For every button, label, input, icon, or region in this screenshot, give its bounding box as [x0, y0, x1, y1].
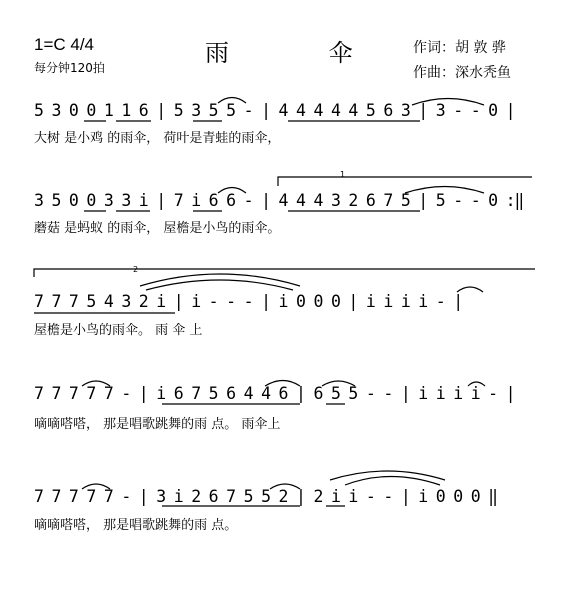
- song-title: 雨 伞: [205, 39, 399, 67]
- slur-4b: [265, 381, 300, 387]
- notation-line-3: 7 7 7 5 4 3 2 i | i - - - | i 0 0 0 | i i i i - |: [34, 292, 462, 311]
- slur-4d: [468, 382, 485, 386]
- slur-4a: [82, 381, 110, 386]
- slur-1b: [412, 99, 484, 106]
- slur-1a: [218, 98, 246, 104]
- slur-2a: [218, 188, 246, 194]
- lyrics-line-3: 屋檐是小鸟的雨伞。 雨 伞 上: [34, 323, 203, 338]
- slur-5b: [270, 484, 300, 489]
- tempo-marking: 每分钟120拍: [34, 61, 105, 75]
- volta-label-1: 1: [340, 170, 346, 179]
- volta-label-2: 2: [133, 265, 139, 274]
- notation-line-5: 7 7 7 7 7 - | 3 i 2 6 7 5 5 2 | 2 i i - - | i 0 0 0 ‖: [34, 487, 497, 506]
- slur-5a: [82, 484, 110, 489]
- key-time-signature: 1=C 4/4: [34, 35, 95, 54]
- slur-3c: [457, 287, 483, 292]
- lyricist-credit: 作词：胡 敦 骅: [413, 40, 506, 56]
- slur-4c: [322, 381, 355, 386]
- lyrics-line-1: 大树 是小鸡 的雨伞， 荷叶是青蛙的雨伞，: [34, 131, 281, 146]
- volta-bracket-2: [34, 269, 535, 277]
- notation-line-2: 3 5 0 0 3 3 i | 7 i 6 6 - | 4 4 4 3 2 6 7 5 | 5 - - 0 :‖: [34, 191, 524, 210]
- slur-5c: [330, 471, 445, 480]
- notation-line-1: 5 3 0 0 1 1 6 | 5 3 5 5 - | 4 4 4 4 4 5 6 3 | 3 - - 0 |: [34, 101, 515, 120]
- notation-line-4: 7 7 7 7 7 - | i 6 7 5 6 4 4 6 | 6 5 5 - - | i i i i - |: [34, 384, 515, 403]
- slur-2b: [405, 187, 484, 194]
- lyrics-line-2: 蘑菇 是蚂蚁 的雨伞， 屋檐是小鸟的雨伞。: [34, 221, 281, 236]
- lyrics-line-5: 嘀嘀嗒嗒， 那是唱歌跳舞的雨 点。: [34, 518, 238, 533]
- slur-5d: [345, 477, 440, 486]
- composer-credit: 作曲：深水秃鱼: [413, 65, 511, 81]
- volta-bracket-1: [278, 177, 532, 186]
- lyrics-line-4: 嘀嘀嗒嗒， 那是唱歌跳舞的雨 点。 雨伞上: [34, 417, 281, 432]
- slur-3b: [146, 280, 293, 290]
